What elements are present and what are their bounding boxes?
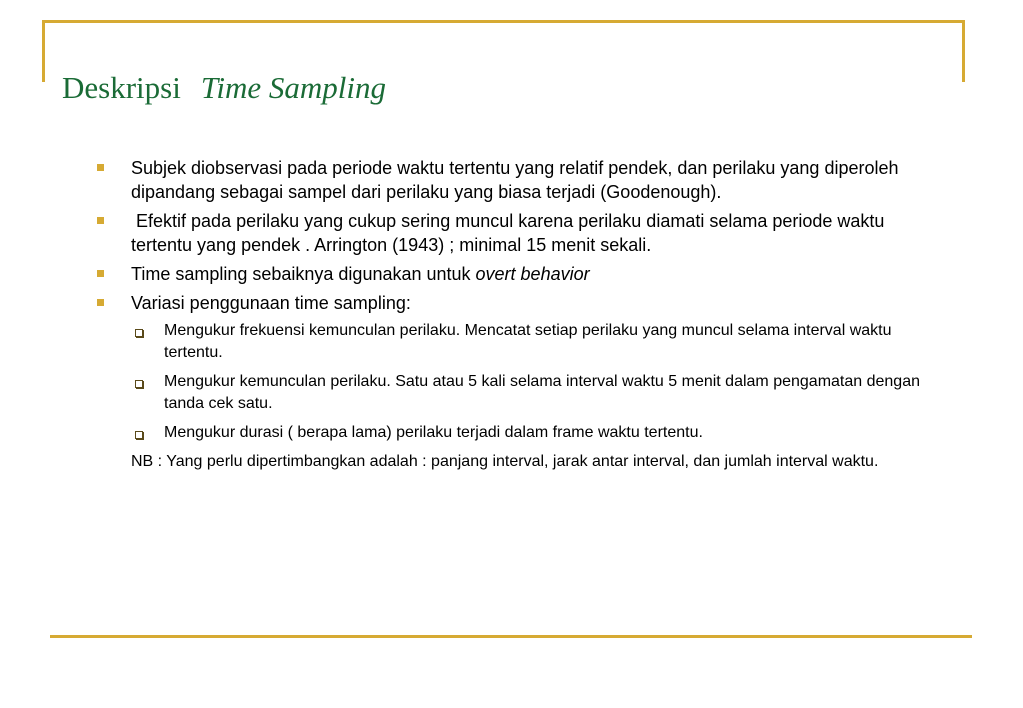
bullet-italic-text: overt behavior xyxy=(475,264,590,284)
bullet-item xyxy=(96,262,931,286)
square-bullet-icon xyxy=(97,270,104,277)
bullet-item xyxy=(96,156,931,204)
box-bullet-icon xyxy=(135,431,143,439)
square-bullet-icon xyxy=(97,164,104,171)
slide-title xyxy=(62,70,386,106)
sub-bullet-text: Mengukur durasi ( berapa lama) perilaku terjadi dalam frame waktu tertentu. xyxy=(164,424,703,441)
right-border-line xyxy=(962,20,965,82)
bullet-text: Variasi penggunaan time sampling: xyxy=(131,293,411,313)
bullet-text: Time sampling sebaiknya digunakan untuk xyxy=(131,264,476,284)
slide-body xyxy=(96,156,946,473)
sub-bullet-item xyxy=(96,422,929,444)
square-bullet-icon xyxy=(97,299,104,306)
title-main-text: Deskripsi xyxy=(62,70,181,105)
bullet-text: Efektif pada perilaku yang cukup sering muncul karena perilaku diamati selama periode waktu tertentu yang pendek . Arrington (1943) ; minimal 15 menit sekali. xyxy=(131,211,890,255)
square-bullet-icon xyxy=(97,217,104,224)
sub-bullet-text: Mengukur frekuensi kemunculan perilaku. Mencatat setiap perilaku yang muncul selama interval waktu tertentu. xyxy=(164,322,892,361)
top-border-line xyxy=(42,20,964,23)
note-text: NB : Yang perlu dipertimbangkan adalah : panjang interval, jarak antar interval, dan jumlah interval waktu. xyxy=(131,453,879,470)
bottom-border-line xyxy=(50,635,972,638)
sub-bullet-text: Mengukur kemunculan perilaku. Satu atau 5 kali selama interval waktu 5 menit dalam pengamatan dengan tanda cek satu. xyxy=(164,373,920,412)
bullet-item xyxy=(96,291,931,315)
box-bullet-icon xyxy=(135,380,143,388)
left-border-line xyxy=(42,20,45,82)
title-italic-text: Time Sampling xyxy=(200,70,386,105)
bullet-text: Subjek diobservasi pada periode waktu tertentu yang relatif pendek, dan perilaku yang diperoleh dipandang sebagai sampel dari perilaku yang biasa terjadi (Goodenough). xyxy=(131,158,899,202)
box-bullet-icon xyxy=(135,329,143,337)
bullet-item xyxy=(96,209,931,257)
sub-bullet-item xyxy=(96,371,929,415)
sub-bullet-item xyxy=(96,320,929,364)
